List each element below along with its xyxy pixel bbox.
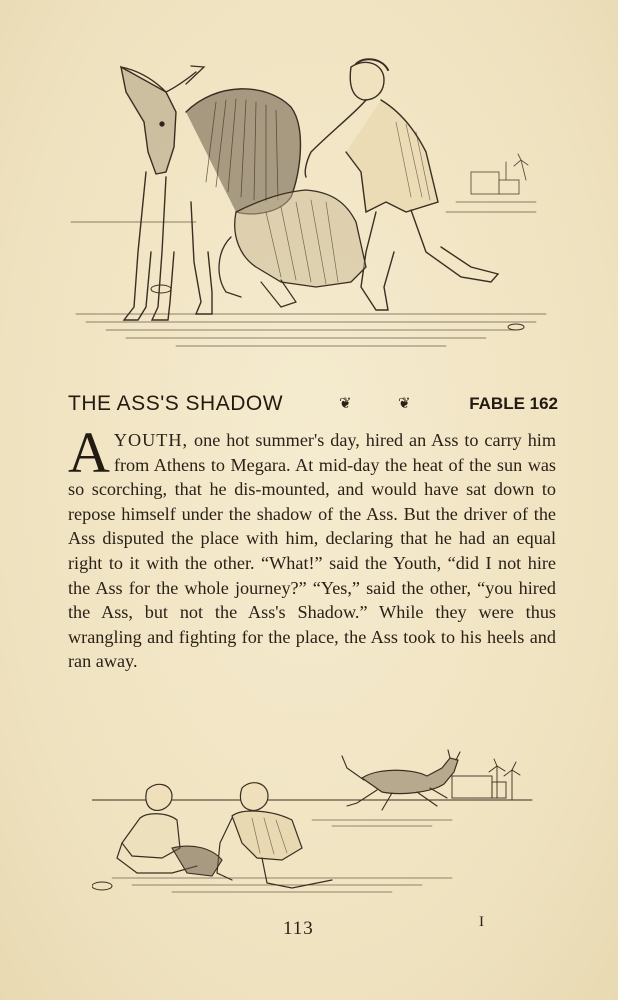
bottom-illustration bbox=[92, 748, 542, 900]
fable-first-word: YOUTH, bbox=[113, 430, 189, 450]
page-number: 113 bbox=[283, 918, 314, 939]
signature-mark: I bbox=[479, 914, 484, 930]
fable-number: FABLE 162 bbox=[469, 394, 558, 413]
fleuron-ornament-icon: ❦ bbox=[339, 396, 352, 412]
fleuron-ornament-icon: ❦ bbox=[398, 396, 411, 412]
fable-body-text: one hot summer's day, hired an Ass to carry him from Athens to Megara. At mid-day the heat of the sun was so scorching, that he dis-mounted, and would have sat down to repose himself under the shadow of the Ass. But the driver of the Ass disputed the place with him, declaring that he had an equal right to it with the other. “What!” said the Youth, “did I not hire the Ass for the whole journey?” “Yes,” said the other, “you hired the Ass, but not the Ass's Shadow.” While they were thus wrangling and fighting for the place, the Ass took to his heels and ran away. bbox=[68, 430, 556, 672]
fable-text bbox=[68, 420, 556, 674]
fable-heading bbox=[68, 392, 558, 420]
drop-cap: A bbox=[68, 420, 110, 485]
top-illustration bbox=[66, 52, 556, 352]
fable-title: THE ASS'S SHADOW bbox=[68, 392, 284, 415]
